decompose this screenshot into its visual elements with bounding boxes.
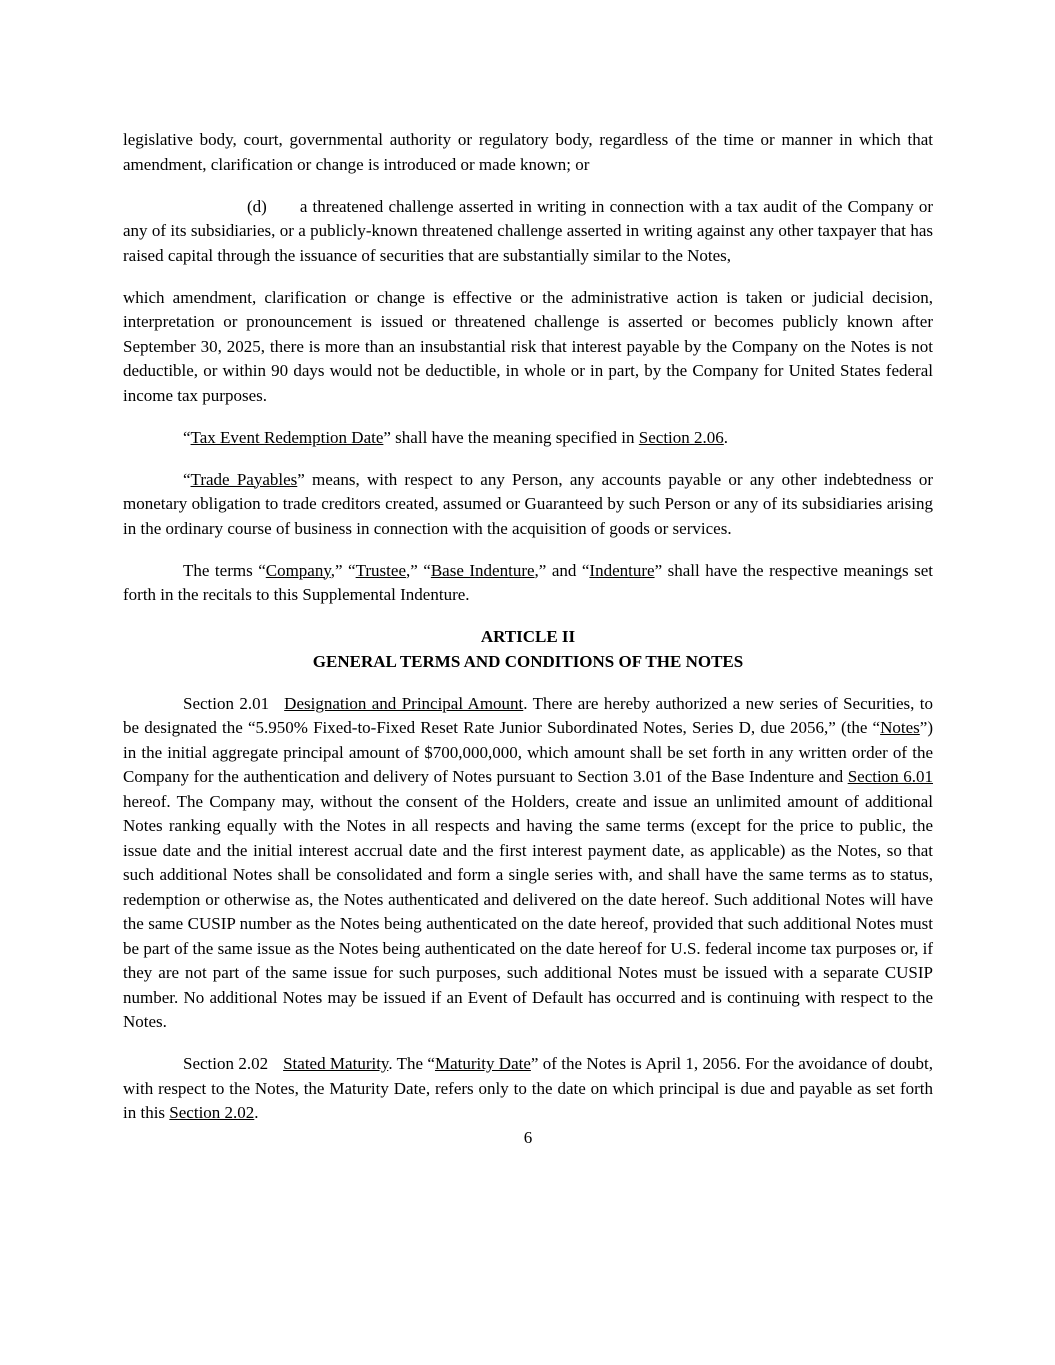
paragraph-clause-d	[123, 195, 933, 269]
defined-term-maturity-date: Maturity Date	[434, 1054, 531, 1073]
body-text: .	[254, 1103, 259, 1122]
section-title: Designation and Principal Amount	[284, 693, 524, 713]
page-number: 6	[523, 1127, 533, 1147]
section-reference: Section 2.06	[638, 427, 724, 447]
section-title: Stated Maturity	[283, 1054, 389, 1073]
paragraph-tax-event-redemption-date	[123, 426, 933, 451]
open-quote: “	[183, 469, 191, 489]
body-text: ” shall have the meaning specified in	[383, 427, 639, 447]
body-text: . There are hereby authorized a new series of Securities, to be designated the “5.950% Fixed-to-Fixed Reset Rate Junior Subordinated Notes, Series D, due 2056,” (the “	[123, 693, 934, 737]
body-text: . The “	[388, 1054, 435, 1073]
defined-term-indenture: Indenture	[589, 560, 655, 580]
body-text: ,” and “	[534, 560, 590, 580]
body-text: ,” “	[406, 560, 431, 580]
body-text: ”) in the initial aggregate principal amount of $700,000,000, which amount shall be set forth in any written order of the Company for the authentication and delivery of Notes pursuant to Section 3.01 of the Base Indenture and	[123, 718, 933, 786]
body-text: which amendment, clarification or change is effective or the administrative action is taken or judicial decision, interpretation or pronouncement is issued or threatened challenge is asserted or becomes publicly known after September 30, 2025, there is more than an insubstantial risk that interest payable by the Company on the Notes is not deductible, or within 90 days would not be deductible, in whole or in part, by the Company for United States federal income tax purposes.	[123, 287, 933, 405]
article-heading-line2: GENERAL TERMS AND CONDITIONS OF THE NOTES	[312, 651, 744, 671]
body-text: ,” “	[330, 560, 356, 580]
body-text: ” means, with respect to any Person, any accounts payable or any other indebtedness or monetary obligation to trade creditors created, assumed or Guaranteed by such Person or any of its subsidiaries arising in the ordinary course of business in connection with the acquisition of goods or services.	[123, 469, 934, 538]
clause-body: a threatened challenge asserted in writing in connection with a tax audit of the Company or any of its subsidiaries, or a publicly-known threatened challenge asserted in writing against any other taxpayer that has raised capital through the issuance of securities that are substantially similar to the Notes,	[123, 196, 933, 265]
body-text: ” of the Notes is April 1, 2056. For the avoidance of doubt, with respect to the Notes, the Maturity Date, refers only to the date on which principal is due and payable as set forth in this	[123, 1054, 933, 1122]
paragraph-section-2-02	[123, 1052, 933, 1126]
paragraph-trade-payables	[123, 468, 933, 542]
defined-term-trustee: Trustee	[355, 560, 406, 580]
article-heading	[123, 625, 933, 674]
defined-term-company: Company	[265, 560, 331, 580]
paragraph-section-2-01	[123, 692, 933, 1035]
paragraph-which-amendment	[123, 286, 933, 409]
article-heading-line1: ARTICLE II	[480, 627, 576, 646]
body-text: .	[723, 427, 729, 447]
section-number: Section 2.02	[183, 1054, 269, 1073]
open-quote: “	[183, 427, 191, 447]
defined-term-base-indenture: Base Indenture	[430, 560, 535, 580]
defined-term: Trade Payables	[190, 469, 298, 489]
section-reference: Section 6.01	[847, 767, 933, 786]
paragraph-the-terms	[123, 559, 933, 608]
section-number: Section 2.01	[183, 693, 270, 713]
body-text: hereof. The Company may, without the consent of the Holders, create and issue an unlimited amount of additional Notes ranking equally with the Notes in all respects and having the same terms (except for the price to public, the issue date and the initial interest accrual date and the first interest payment date, as applicable) as the Notes, so that such additional Notes shall be consolidated and form a single series with, and shall have the same terms as to status, redemption or otherwise as, the Notes authenticated and delivered on the date hereof. Such additional Notes will have the same CUSIP number as the Notes being authenticated on the date hereof, provided that such additional Notes must be part of the same issue as the Notes being authenticated on the date hereof for U.S. federal income tax purposes or, if they are not part of the same issue for such purposes, such additional Notes must be issued with a separate CUSIP number. No additional Notes may be issued if an Event of Default has occurred and is continuing with respect to the Notes.	[123, 791, 933, 1031]
clause-label: (d)	[247, 196, 267, 216]
body-text: ” shall have the respective meanings set forth in the recitals to this Supplemental Indenture.	[123, 560, 934, 604]
section-reference: Section 2.02	[169, 1103, 255, 1122]
defined-term: Tax Event Redemption Date	[190, 427, 384, 447]
body-text: The terms “	[183, 560, 266, 580]
defined-term-notes: Notes	[880, 718, 920, 737]
body-text: legislative body, court, governmental authority or regulatory body, regardless of the time or manner in which that amendment, clarification or change is introduced or made known; or	[123, 130, 933, 174]
paragraph-continuation	[123, 128, 933, 177]
